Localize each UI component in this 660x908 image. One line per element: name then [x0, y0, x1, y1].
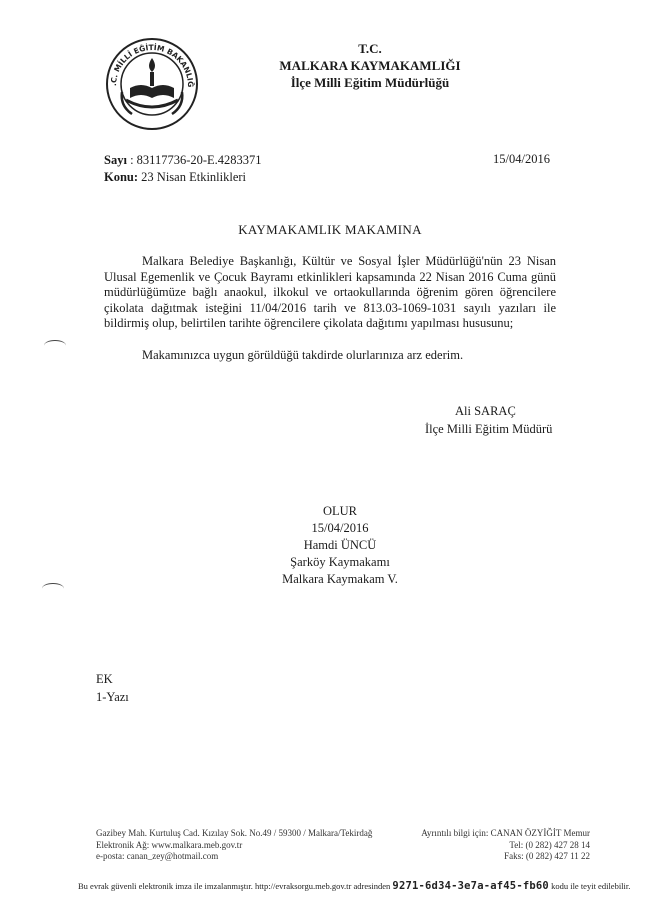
- subject-line: [104, 169, 262, 186]
- closing-line: Makamınızca uygun görüldüğü takdirde olurlarınıza arz ederim.: [142, 348, 464, 362]
- attachment-item: 1-Yazı: [96, 690, 129, 704]
- ministry-of-education-emblem-icon: [104, 36, 200, 132]
- svg-text:T.C. MİLLİ EĞİTİM BAKANLIĞI: .C. MİLLİ EĞİTİM BAKANLIĞ: [108, 42, 196, 88]
- attachment-block: [96, 670, 129, 706]
- body-text: [104, 254, 556, 332]
- verification-suffix: kodu ile teyit edilebilir.: [551, 881, 631, 891]
- approver-title-2: Malkara Kaymakam V.: [282, 572, 398, 586]
- footer-email: e-posta: canan_zey@hotmail.com: [96, 851, 219, 861]
- approval-block: [270, 503, 410, 588]
- footer-address: Gazibey Mah. Kurtuluş Cad. Kızılay Sok. No.49 / 59300 / Malkara/Tekirdağ: [96, 828, 373, 838]
- subject-value: 23 Nisan Etkinlikleri: [141, 170, 247, 184]
- signer-title: İlçe Milli Eğitim Müdürü: [425, 422, 553, 436]
- signer-name: Ali SARAÇ: [455, 404, 516, 418]
- reference-number-value: : 83117736-20-E.4283371: [130, 153, 262, 167]
- reference-number-line: [104, 152, 262, 169]
- signer-block: [425, 402, 552, 438]
- body-paragraph: Malkara Belediye Başkanlığı, Kültür ve Sosyal İşler Müdürlüğü'nün 23 Nisan Ulusal Egemenlik ve Çocuk Bayramı etkinlikleri kapsamında 22 Nisan 2016 Cuma günü müdürlüğümüze bağlı anaokul, ilkokul ve ortaokullarında öğrenim gören öğrencilere çikolata dağıtmak isteğini 11/04/2016 tarih ve 813.03-1069-1031 sayılı yazıları ile bildirmiş olup, belirtilen tarihte öğrencilere çikolata dağıtımı yapılması hususunu;: [104, 254, 556, 330]
- header-governorship: MALKARA KAYMAKAMLIĞI: [279, 58, 461, 73]
- verification-code: 9271-6d34-3e7a-af45-fb60: [392, 880, 549, 892]
- addressee: KAYMAKAMLIK MAKAMINA: [238, 222, 422, 237]
- footer-fax: Faks: (0 282) 427 11 22: [504, 851, 590, 861]
- letterhead: [240, 40, 500, 91]
- verification-prefix: Bu evrak güvenli elektronik imza ile imzalanmıştır. http://evraksorgu.meb.gov.tr adresinden: [78, 881, 391, 891]
- verification-line: [78, 880, 631, 892]
- header-republic: T.C.: [358, 41, 382, 56]
- footer-phone: Tel: (0 282) 427 28 14: [509, 839, 590, 850]
- footer: [96, 828, 590, 863]
- punch-hole-mark: [44, 340, 66, 351]
- reference-number-label: Sayı: [104, 153, 127, 167]
- reference-block: [104, 152, 262, 186]
- approval-olur: OLUR: [322, 504, 358, 518]
- footer-contact: Ayrıntılı bilgi için: CANAN ÖZYİĞİT Memur: [421, 828, 590, 838]
- subject-label: Konu:: [104, 170, 139, 184]
- header-directorate: İlçe Milli Eğitim Müdürlüğü: [290, 75, 450, 90]
- approver-name: Hamdi ÜNCÜ: [303, 538, 377, 552]
- approval-date: 15/04/2016: [311, 521, 369, 535]
- document-date: 15/04/2016: [493, 152, 550, 166]
- approver-title-1: Şarköy Kaymakamı: [290, 555, 390, 569]
- footer-web: Elektronik Ağ: www.malkara.meb.gov.tr: [96, 839, 243, 850]
- punch-hole-mark: [42, 583, 64, 594]
- attachment-label: EK: [96, 672, 113, 686]
